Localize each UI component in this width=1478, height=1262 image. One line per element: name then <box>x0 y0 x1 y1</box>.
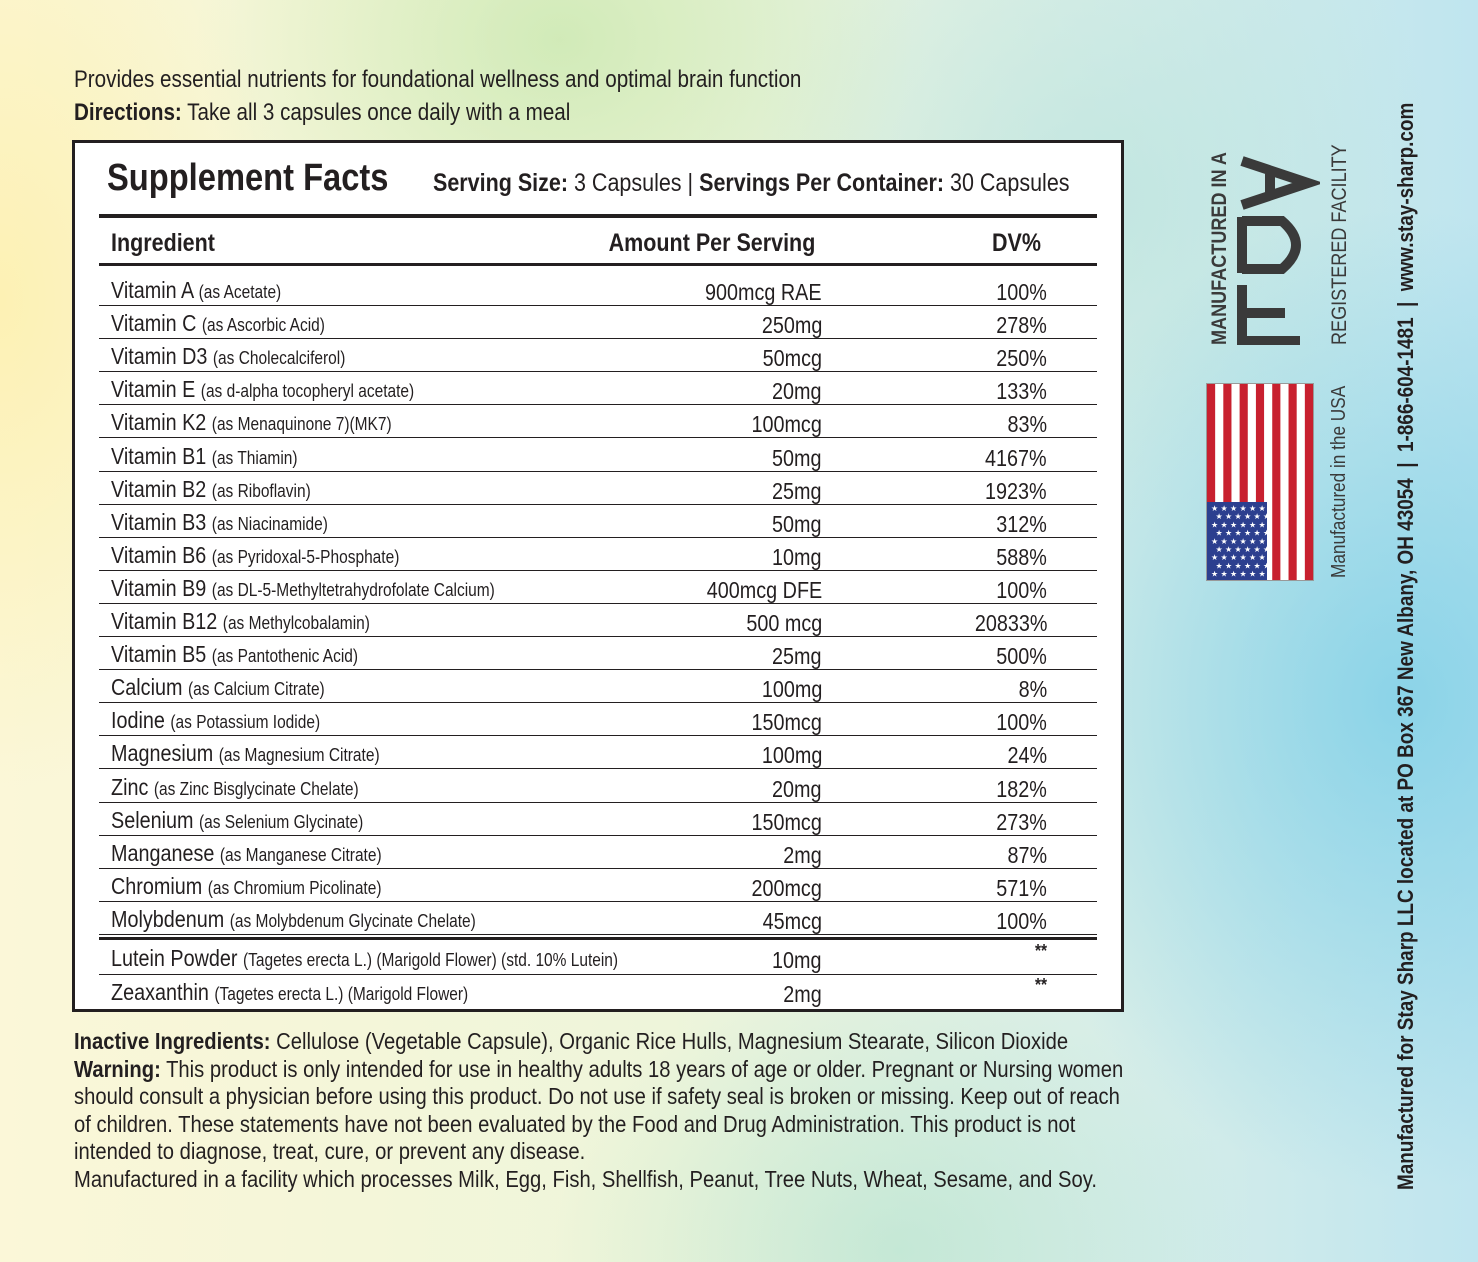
flag-star: ★ <box>1211 504 1219 513</box>
amount-per-serving: 25mg <box>772 643 822 670</box>
inactive-ingredients <box>74 1028 1132 1056</box>
directions-label: Directions: <box>74 99 182 126</box>
amount-per-serving: 45mcg <box>762 907 822 934</box>
contact-divider: | <box>1393 462 1418 468</box>
daily-value: ** <box>1034 941 1047 961</box>
flag-star: ★ <box>1239 536 1247 546</box>
flag-star: ★ <box>1239 520 1247 530</box>
ingredient-source: (as d-alpha tocopheryl acetate) <box>200 381 415 402</box>
facts-header <box>107 157 1107 205</box>
flag-star: ★ <box>1234 545 1242 554</box>
flag-star: ★ <box>1244 528 1252 538</box>
tagline: Provides essential nutrients for foundational wellness and optimal brain function <box>74 66 802 93</box>
amount-per-serving: 150mcg <box>751 709 822 736</box>
flag-star: ★ <box>1234 512 1242 522</box>
ingredient-name-cell <box>111 409 437 436</box>
ingredient-source: (Tagetes erecta L.) (Marigold Flower) <box>214 984 469 1004</box>
flag-star: ★ <box>1253 512 1261 522</box>
amount-per-serving: 500 mcg <box>746 610 822 636</box>
daily-value: 588% <box>996 543 1047 570</box>
column-header-ingredient: Ingredient <box>111 229 215 257</box>
flag-star: ★ <box>1263 528 1271 538</box>
ingredient-source: (as Riboflavin) <box>211 480 311 501</box>
flag-star: ★ <box>1215 512 1223 522</box>
ingredient-name: Zinc <box>111 773 149 800</box>
amount-per-serving: 200mcg <box>751 874 822 901</box>
amount-per-serving: 150mcg <box>751 808 822 835</box>
column-header-dv: DV% <box>992 229 1041 257</box>
ingredient-name: Vitamin B2 <box>111 475 207 502</box>
daily-value: 278% <box>996 312 1047 339</box>
serving-size-label: Serving Size: <box>433 169 569 197</box>
ingredient-name-cell <box>111 873 426 900</box>
ingredient-name: Selenium <box>111 806 194 833</box>
daily-value: 83% <box>1007 411 1047 438</box>
ingredient-name-cell <box>111 906 535 933</box>
serving-separator: | <box>681 169 700 197</box>
flag-star: ★ <box>1225 561 1233 571</box>
ingredient-source: (as Methylcobalamin) <box>222 613 370 633</box>
amount-per-serving: 25mg <box>772 477 822 504</box>
flag-star: ★ <box>1220 569 1228 579</box>
flag-star: ★ <box>1215 561 1223 571</box>
extra-ingredient-row <box>99 975 1097 1008</box>
flag-star: ★ <box>1239 553 1247 563</box>
ingredient-row <box>99 902 1097 935</box>
amount-per-serving: 20mg <box>772 775 822 802</box>
fda-bottom-text: REGISTERED FACILITY <box>1328 144 1351 345</box>
header-rule <box>99 214 1097 218</box>
ingredient-source: (as Niacinamide) <box>211 513 328 534</box>
daily-value: 4167% <box>985 444 1047 471</box>
flag-star: ★ <box>1234 528 1242 538</box>
flag-star: ★ <box>1215 528 1223 538</box>
flag-star: ★ <box>1230 553 1238 563</box>
flag-stripe <box>1305 384 1313 580</box>
daily-value: 1923% <box>985 477 1047 504</box>
ingredient-name: Vitamin A <box>111 277 194 303</box>
ingredient-name-cell <box>111 608 412 635</box>
ingredient-source: (as DL-5-Methyltetrahydrofolate Calcium) <box>211 579 495 600</box>
amount-per-serving: 10mg <box>772 543 822 570</box>
flag-star: ★ <box>1230 536 1238 546</box>
flag-star: ★ <box>1263 545 1271 554</box>
flag-star: ★ <box>1211 536 1219 546</box>
ingredient-name-cell <box>111 509 363 536</box>
ingredient-name-cell <box>111 840 426 867</box>
extras-rule <box>99 937 1097 940</box>
flag-star: ★ <box>1249 569 1257 579</box>
ingredient-source: (as Acetate) <box>198 282 282 302</box>
ingredient-name-cell <box>111 310 360 337</box>
flag-star: ★ <box>1211 553 1219 563</box>
ingredient-name: Vitamin B9 <box>111 574 207 601</box>
daily-value: 500% <box>996 643 1047 670</box>
ingredient-name: Vitamin E <box>111 376 196 403</box>
directions-text: Take all 3 capsules once daily with a meal <box>181 99 571 126</box>
daily-value: 100% <box>996 576 1047 603</box>
ingredient-source: (as Molybdenum Glycinate Chelate) <box>229 910 476 931</box>
ingredient-name: Vitamin B5 <box>111 641 207 668</box>
ingredient-name-cell <box>111 774 399 801</box>
ingredient-name-cell <box>111 476 343 503</box>
flag-star: ★ <box>1234 561 1242 571</box>
daily-value: 250% <box>996 345 1047 372</box>
ingredient-source: (as Chromium Picolinate) <box>207 877 382 898</box>
flag-star: ★ <box>1249 536 1257 546</box>
amount-per-serving: 50mg <box>772 444 822 471</box>
ingredient-source: (as Zinc Bisglycinate Chelate) <box>153 778 359 799</box>
inactive-label: Inactive Ingredients: <box>74 1028 271 1054</box>
ingredient-name-cell <box>111 807 404 834</box>
ingredient-name: Calcium <box>111 674 183 701</box>
ingredient-name-cell <box>111 575 557 602</box>
daily-value: 8% <box>1018 676 1047 703</box>
flag-star: ★ <box>1220 536 1228 546</box>
flag-star: ★ <box>1230 504 1238 513</box>
daily-value: 273% <box>996 808 1047 835</box>
flag-star: ★ <box>1249 520 1257 530</box>
flag-star: ★ <box>1263 512 1271 522</box>
ingredient-source: (as Pyridoxal-5-Phosphate) <box>211 546 400 567</box>
contact-divider: | <box>1393 301 1418 307</box>
daily-value: 100% <box>996 279 1047 305</box>
ingredient-source: (as Pantothenic Acid) <box>211 646 359 667</box>
column-header-amount: Amount Per Serving <box>608 229 815 257</box>
allergen-statement: Manufactured in a facility which processes Milk, Egg, Fish, Shellfish, Peanut, Tree Nuts, Wheat, Sesame, and Soy. <box>74 1165 1097 1192</box>
ingredient-source: (as Thiamin) <box>211 447 298 468</box>
flag-star: ★ <box>1258 536 1266 546</box>
ingredient-name: Vitamin D3 <box>111 343 208 370</box>
ingredient-name-cell <box>111 740 423 767</box>
amount-per-serving: 100mg <box>761 742 822 769</box>
flag-star: ★ <box>1258 553 1266 563</box>
ingredient-row <box>99 405 1097 438</box>
ingredient-name: Vitamin B12 <box>111 608 218 634</box>
ingredient-row <box>99 803 1097 836</box>
warning-label: Warning: <box>74 1055 161 1082</box>
ingredient-row <box>99 637 1097 670</box>
inactive-text: Cellulose (Vegetable Capsule), Organic Rice Hulls, Magnesium Stearate, Silicon Dioxide <box>270 1028 1069 1054</box>
flag-star: ★ <box>1230 569 1238 579</box>
amount-per-serving: 50mg <box>772 510 822 537</box>
ingredient-row <box>99 372 1097 405</box>
flag-star: ★ <box>1220 553 1228 563</box>
servings-per-container-label: Servings Per Container: <box>699 169 945 197</box>
footer-text <box>74 1028 1134 1193</box>
ingredient-name-cell <box>111 443 328 470</box>
fda-top-text: MANUFACTURED IN A <box>1208 152 1231 345</box>
ingredient-name-cell <box>111 674 360 701</box>
ingredient-name-cell <box>111 945 701 972</box>
flag-star: ★ <box>1258 520 1266 530</box>
serving-info <box>433 169 1070 198</box>
daily-value: 20833% <box>974 610 1047 636</box>
daily-value: 100% <box>996 709 1047 736</box>
ingredient-source: (as Potassium Iodide) <box>170 712 321 733</box>
ingredient-row <box>99 538 1097 571</box>
ingredient-source: (as Magnesium Citrate) <box>218 745 380 766</box>
flag-star: ★ <box>1215 545 1223 554</box>
us-flag-icon <box>1206 383 1314 581</box>
warning <box>74 1056 1132 1166</box>
ingredient-name-cell <box>111 542 446 569</box>
ingredient-name-cell <box>111 707 354 734</box>
ingredient-source: (as Cholecalciferol) <box>212 348 346 369</box>
ingredient-source: (as Calcium Citrate) <box>187 679 325 700</box>
amount-per-serving: 400mcg DFE <box>706 576 822 603</box>
flag-stripe <box>1289 384 1297 580</box>
amount-per-serving: 50mcg <box>762 345 822 372</box>
ingredient-name-cell <box>111 277 309 304</box>
ingredient-name: Vitamin C <box>111 310 197 337</box>
ingredient-row <box>99 770 1097 803</box>
ingredient-row <box>99 273 1097 306</box>
ingredient-source: (as Selenium Glycinate) <box>198 811 364 832</box>
ingredient-row <box>99 571 1097 604</box>
amount-per-serving: 900mcg RAE <box>705 279 822 305</box>
ingredient-source: (as Manganese Citrate) <box>219 844 382 865</box>
made-in-usa-text: Manufactured in the USA <box>1328 385 1350 578</box>
website-link[interactable]: www.stay-sharp.com <box>1393 102 1418 292</box>
ingredient-source: (as Menaquinone 7)(MK7) <box>211 414 392 435</box>
ingredient-row <box>99 505 1097 538</box>
amount-per-serving: 20mg <box>772 378 822 405</box>
flag-star: ★ <box>1249 504 1257 513</box>
daily-value: 133% <box>996 378 1047 405</box>
amount-per-serving: 250mg <box>761 312 822 339</box>
warning-text: This product is only intended for use in healthy adults 18 years of age or older. Pregnant or Nursing women should consult a physician before using this product. Do not use if safety seal is broken or missing. Keep out of reach of children. These statements have not been evaluated by the Food and Drug Administration. This product is not intended to diagnose, treat, cure, or prevent any disease. <box>74 1055 1124 1164</box>
flag-star: ★ <box>1249 553 1257 563</box>
ingredient-row <box>99 472 1097 505</box>
amount-per-serving: 2mg <box>783 981 822 1007</box>
flag-star: ★ <box>1220 520 1228 530</box>
ingredient-name-cell <box>111 641 398 668</box>
flag-star: ★ <box>1258 504 1266 513</box>
ingredient-source: (Tagetes erecta L.) (Marigold Flower) (std. 10% Lutein) <box>242 950 619 970</box>
daily-value: 24% <box>1007 742 1047 769</box>
ingredient-name: Lutein Powder <box>111 945 238 971</box>
daily-value: ** <box>1034 975 1047 995</box>
intro-text <box>74 63 920 129</box>
ingredient-row <box>99 306 1097 339</box>
ingredient-row <box>99 670 1097 703</box>
ingredient-name: Molybdenum <box>111 905 225 932</box>
amount-per-serving: 2mg <box>783 841 822 868</box>
ingredient-row <box>99 736 1097 769</box>
daily-value: 87% <box>1007 841 1047 868</box>
ingredient-name: Vitamin B6 <box>111 541 207 568</box>
column-header-rule <box>99 263 1097 266</box>
ingredient-name-cell <box>111 979 526 1006</box>
flag-star: ★ <box>1225 545 1233 554</box>
ingredient-row <box>99 339 1097 372</box>
phone-text: 1-866-604-1481 <box>1393 317 1418 453</box>
flag-star: ★ <box>1225 512 1233 522</box>
ingredient-name-cell <box>111 376 464 403</box>
flag-star: ★ <box>1263 561 1271 571</box>
ingredient-source: (as Ascorbic Acid) <box>201 315 325 336</box>
flag-star: ★ <box>1253 528 1261 538</box>
flag-star: ★ <box>1239 504 1247 513</box>
flag-star: ★ <box>1225 528 1233 538</box>
fda-logo-icon <box>1230 155 1320 345</box>
flag-star: ★ <box>1258 569 1266 579</box>
ingredient-row <box>99 604 1097 637</box>
ingredient-row <box>99 836 1097 869</box>
supplement-facts-panel <box>72 140 1124 1012</box>
flag-stripe <box>1272 384 1280 580</box>
flag-star: ★ <box>1244 512 1252 522</box>
ingredient-name: Vitamin K2 <box>111 409 207 436</box>
flag-star: ★ <box>1244 561 1252 571</box>
daily-value: 312% <box>996 510 1047 537</box>
ingredient-name: Zeaxanthin <box>111 979 209 1005</box>
ingredient-name: Manganese <box>111 839 215 866</box>
ingredient-row <box>99 439 1097 472</box>
contact-info <box>1393 0 1419 1190</box>
daily-value: 182% <box>996 775 1047 802</box>
flag-star: ★ <box>1230 520 1238 530</box>
extra-ingredient-row <box>99 941 1097 975</box>
ingredient-name: Vitamin B1 <box>111 442 207 469</box>
daily-value: 571% <box>996 874 1047 901</box>
ingredient-name: Vitamin B3 <box>111 508 207 535</box>
amount-per-serving: 10mg <box>772 947 822 973</box>
ingredient-name-cell <box>111 343 384 370</box>
flag-star: ★ <box>1220 504 1228 513</box>
ingredient-row <box>99 869 1097 902</box>
servings-per-container-value: 30 Capsules <box>944 169 1070 197</box>
facts-title: Supplement Facts <box>107 157 389 199</box>
flag-star: ★ <box>1244 545 1252 554</box>
serving-size-value: 3 Capsules <box>568 169 682 197</box>
ingredient-name: Iodine <box>111 707 165 734</box>
daily-value: 100% <box>996 907 1047 934</box>
ingredient-name: Magnesium <box>111 740 214 767</box>
ingredient-row <box>99 703 1097 736</box>
flag-star: ★ <box>1211 520 1219 530</box>
amount-per-serving: 100mcg <box>751 411 822 438</box>
flag-star: ★ <box>1253 545 1261 554</box>
ingredient-name: Chromium <box>111 872 203 899</box>
flag-star: ★ <box>1253 561 1261 571</box>
flag-star: ★ <box>1239 569 1247 579</box>
address-text: Manufactured for Stay Sharp LLC located at PO Box 367 New Albany, OH 43054 <box>1393 478 1418 1190</box>
amount-per-serving: 100mg <box>761 676 822 703</box>
flag-star: ★ <box>1211 569 1219 579</box>
